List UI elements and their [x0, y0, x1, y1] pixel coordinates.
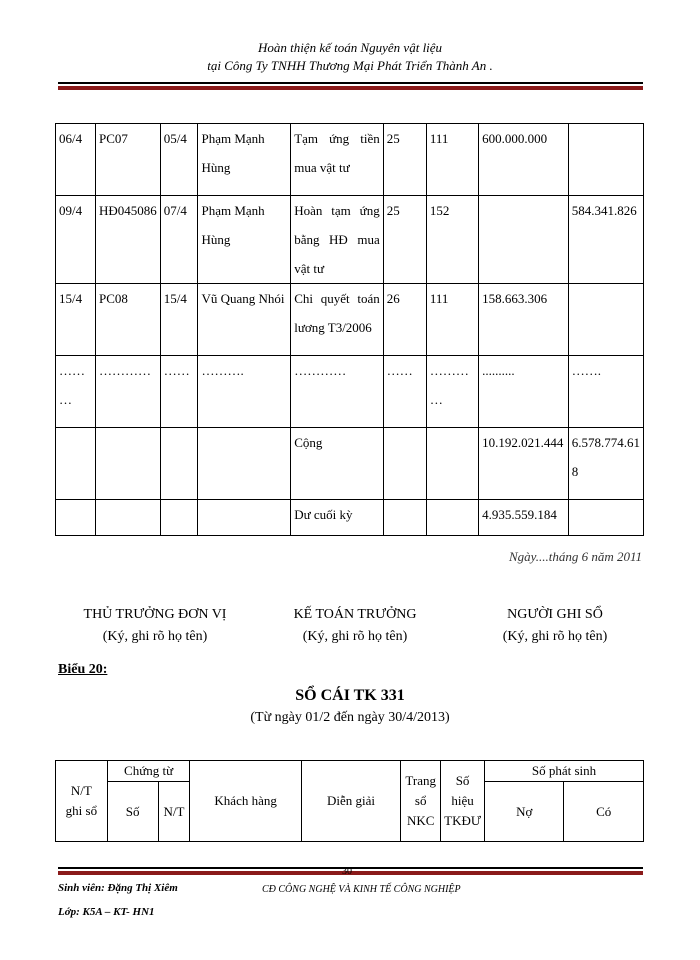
header-dien-giai: Diễn giải [301, 761, 400, 842]
signature-title: NGƯỜI GHI SỔ [507, 607, 603, 622]
table-cell: 152 [426, 196, 478, 284]
header-co: Có [564, 782, 644, 842]
table-cell [56, 500, 96, 536]
header-rule-thick [58, 86, 643, 90]
table-cell: PC08 [96, 284, 161, 356]
table-cell: ………. [198, 356, 291, 428]
header-so-phat-sinh: Số phát sinh [484, 761, 643, 782]
table-cell: ………… [96, 356, 161, 428]
table-row [56, 284, 644, 356]
table-row [56, 124, 644, 196]
ledger-subtitle: (Từ ngày 01/2 đến ngày 30/4/2013) [250, 710, 450, 725]
table-cell: Cộng [291, 428, 384, 500]
header-line-1: Hoàn thiện kế toán Nguyên vật liệu [257, 40, 443, 55]
table-cell: 10.192.021.444 [479, 428, 569, 500]
signature-recorder [470, 604, 640, 648]
signature-title: KẾ TOÁN TRƯỞNG [293, 607, 417, 622]
table-cell [426, 500, 478, 536]
header-rule [58, 82, 643, 84]
table-cell: 25 [383, 196, 426, 284]
table-cell [426, 428, 478, 500]
ledger-header-table [55, 760, 644, 842]
table-cell: 07/4 [160, 196, 198, 284]
table-cell [56, 428, 96, 500]
table-cell [383, 500, 426, 536]
header-chung-tu: Chứng từ [107, 761, 190, 782]
table-row [56, 428, 644, 500]
table-cell [160, 428, 198, 500]
table-cell: 26 [383, 284, 426, 356]
signature-note: (Ký, ghi rõ họ tên) [302, 629, 408, 644]
table-cell: Dư cuối kỳ [291, 500, 384, 536]
table-cell: …… … [56, 356, 96, 428]
page-number: 30 [342, 866, 352, 877]
table-cell: Tạm ứng tiền mua vật tư [291, 124, 384, 196]
ledger-title: SỔ CÁI TK 331 [295, 687, 405, 704]
table-cell: Phạm Mạnh Hùng [198, 124, 291, 196]
table-cell: 111 [426, 284, 478, 356]
table-cell: HĐ045086 [96, 196, 161, 284]
table-cell: 584.341.826 [568, 196, 643, 284]
table-cell [96, 500, 161, 536]
table-cell [479, 196, 569, 284]
table-cell: 09/4 [56, 196, 96, 284]
table-cell: 15/4 [56, 284, 96, 356]
table-cell: 4.935.559.184 [479, 500, 569, 536]
date-line: Ngày....tháng 6 năm 2011 [508, 549, 642, 564]
table-cell: 05/4 [160, 124, 198, 196]
table-cell: 15/4 [160, 284, 198, 356]
table-cell [568, 124, 643, 196]
header-so: Số [107, 782, 158, 842]
table-cell: ……… … [426, 356, 478, 428]
header-trang-so: Trang sổ NKC [401, 761, 441, 842]
table-cell [568, 284, 643, 356]
header-nt: N/T [158, 782, 190, 842]
footer-school: CĐ CÔNG NGHỆ VÀ KINH TẾ CÔNG NGHIỆP [262, 884, 461, 895]
ledger-table-continued [55, 123, 644, 536]
bieu-label: Biểu 20: [58, 662, 108, 677]
table-cell: Phạm Mạnh Hùng [198, 196, 291, 284]
table-cell [198, 428, 291, 500]
signature-note: (Ký, ghi rõ họ tên) [102, 629, 208, 644]
table-cell: …… [383, 356, 426, 428]
footer-class: Lớp: K5A – KT- HN1 [58, 906, 155, 918]
table-cell: …… [160, 356, 198, 428]
table-cell [160, 500, 198, 536]
table-cell: 158.663.306 [479, 284, 569, 356]
header-no: Nợ [484, 782, 563, 842]
table-cell: 25 [383, 124, 426, 196]
header-khach-hang: Khách hàng [190, 761, 301, 842]
signature-note: (Ký, ghi rõ họ tên) [502, 629, 608, 644]
signature-title: THỦ TRƯỞNG ĐƠN VỊ [83, 607, 227, 622]
header-line-2: tại Công Ty TNHH Thương Mại Phát Triển Thành An . [207, 58, 493, 73]
table-cell [568, 500, 643, 536]
table-cell: 111 [426, 124, 478, 196]
table-cell: 06/4 [56, 124, 96, 196]
signature-chief-accountant [270, 604, 440, 648]
table-cell [96, 428, 161, 500]
table-cell: .......... [479, 356, 569, 428]
signature-director [70, 604, 240, 648]
header-so-hieu: Số hiệu TKĐƯ [441, 761, 485, 842]
table-cell: PC07 [96, 124, 161, 196]
table-cell: 6.578.774.61 8 [568, 428, 643, 500]
table-row [56, 356, 644, 428]
table-cell: ………… [291, 356, 384, 428]
table-cell: Vũ Quang Nhói [198, 284, 291, 356]
header-nt-ghi-so: N/T ghi sổ [56, 761, 108, 842]
table-row [56, 196, 644, 284]
table-row [56, 500, 644, 536]
table-cell: Hoàn tạm ứng bằng HĐ mua vật tư [291, 196, 384, 284]
table-cell [383, 428, 426, 500]
table-cell: ……. [568, 356, 643, 428]
table-cell: 600.000.000 [479, 124, 569, 196]
table-cell [198, 500, 291, 536]
footer-student: Sinh viên: Đặng Thị Xiêm [58, 882, 178, 894]
table-cell: Chi quyết toán lương T3/2006 [291, 284, 384, 356]
